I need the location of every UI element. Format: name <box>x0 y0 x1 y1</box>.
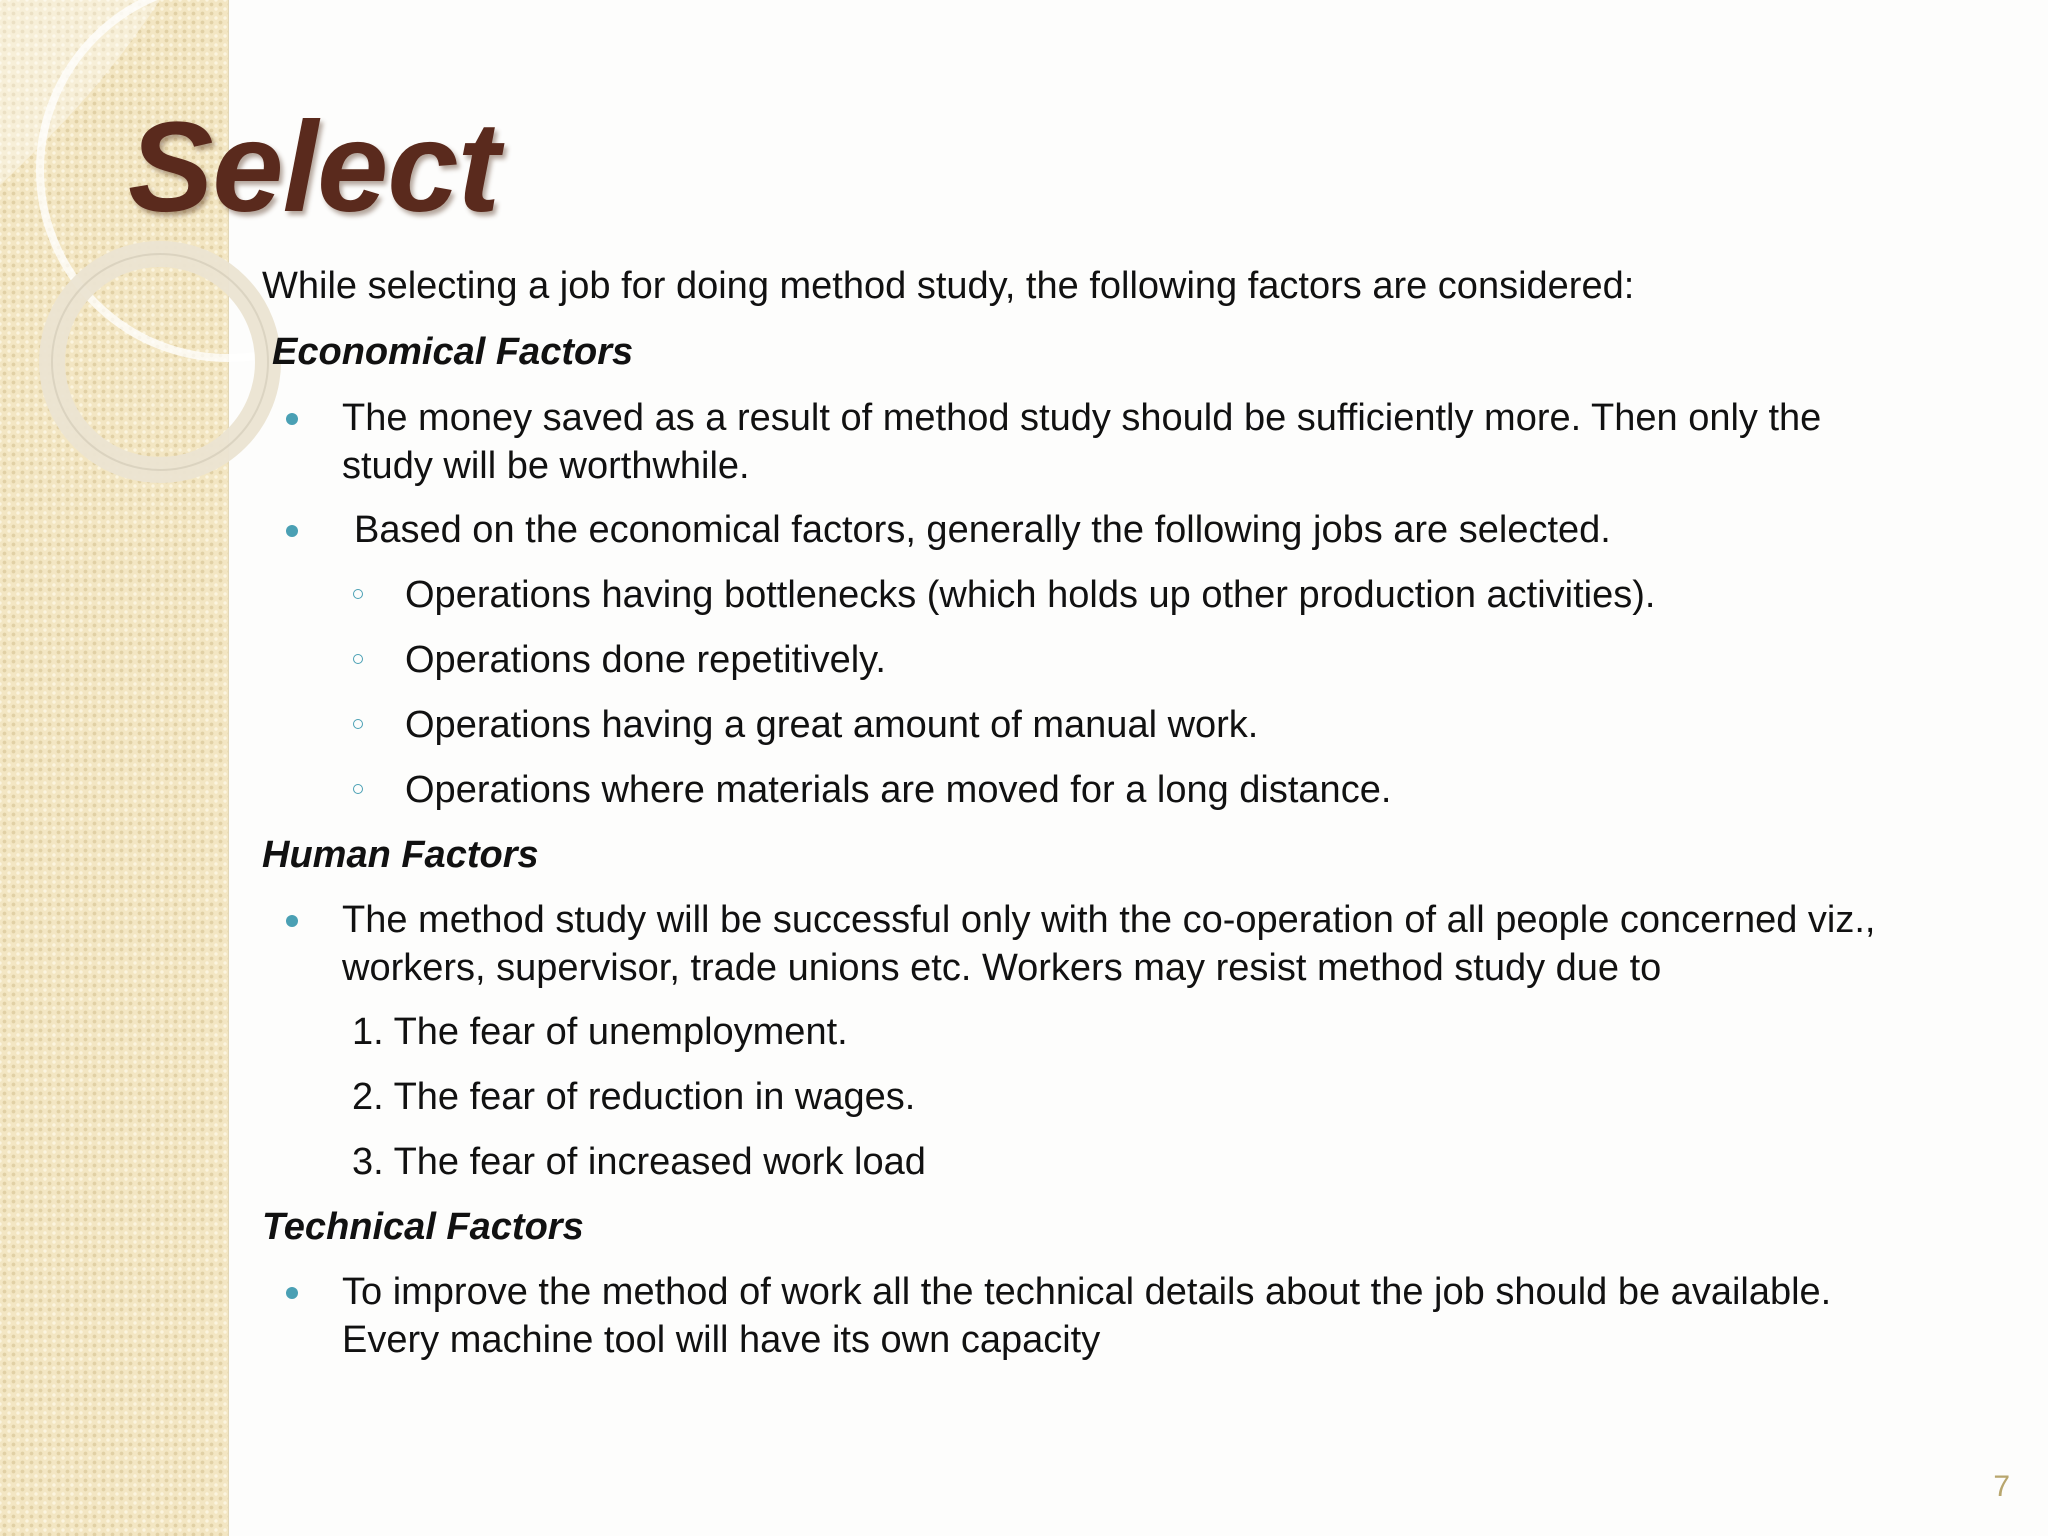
economical-sub-item-2 <box>405 636 886 684</box>
human-numbered-item-1: 1. The fear of unemployment. <box>352 1011 848 1053</box>
ring-bullet-icon <box>353 589 363 599</box>
bullet-dot-icon <box>286 915 298 927</box>
human-numbered-item-2: 2. The fear of reduction in wages. <box>352 1076 916 1118</box>
intro-text: While selecting a job for doing method study, the following factors are considered: <box>262 265 1635 307</box>
economical-sub-item-4 <box>405 766 1391 814</box>
economical-bullet-2 <box>354 506 1914 554</box>
page-number: 7 <box>1993 1470 2010 1503</box>
human-bullet-1 <box>342 896 1902 992</box>
economical-bullet-1 <box>342 394 1902 490</box>
economical-sub-item-1 <box>405 571 1655 619</box>
sub-item-text: Operations done repetitively. <box>405 639 886 681</box>
bullet-dot-icon <box>286 1287 298 1299</box>
bullet-text: To improve the method of work all the technical details about the job should be available. Every machine tool will have its own capacity <box>342 1271 1832 1361</box>
technical-factors-heading: Technical Factors <box>262 1206 584 1248</box>
sub-item-text: Operations having bottlenecks (which holds up other production activities). <box>405 574 1656 616</box>
bullet-text: The method study will be successful only with the co-operation of all people concerned viz., workers, supervisor, trade unions etc. Workers may resist method study due to <box>342 899 1876 989</box>
ring-bullet-icon <box>353 719 363 729</box>
economical-factors-heading: Economical Factors <box>272 331 634 373</box>
ring-bullet-icon <box>353 654 363 664</box>
sub-item-text: Operations having a great amount of manual work. <box>405 704 1259 746</box>
slide-title: Select <box>128 96 500 239</box>
decorative-rings <box>0 0 300 520</box>
small-ring <box>52 254 268 470</box>
bullet-dot-icon <box>286 525 298 537</box>
bullet-text: Based on the economical factors, generally the following jobs are selected. <box>354 509 1611 551</box>
bullet-dot-icon <box>286 413 298 425</box>
human-factors-heading: Human Factors <box>262 834 539 876</box>
technical-bullet-1 <box>342 1268 1902 1364</box>
sub-item-text: Operations where materials are moved for a long distance. <box>405 769 1392 811</box>
economical-sub-item-3 <box>405 701 1258 749</box>
human-numbered-item-3: 3. The fear of increased work load <box>352 1141 926 1183</box>
ring-bullet-icon <box>353 784 363 794</box>
bullet-text: The money saved as a result of method study should be sufficiently more. Then only the study will be worthwhile. <box>342 397 1822 487</box>
